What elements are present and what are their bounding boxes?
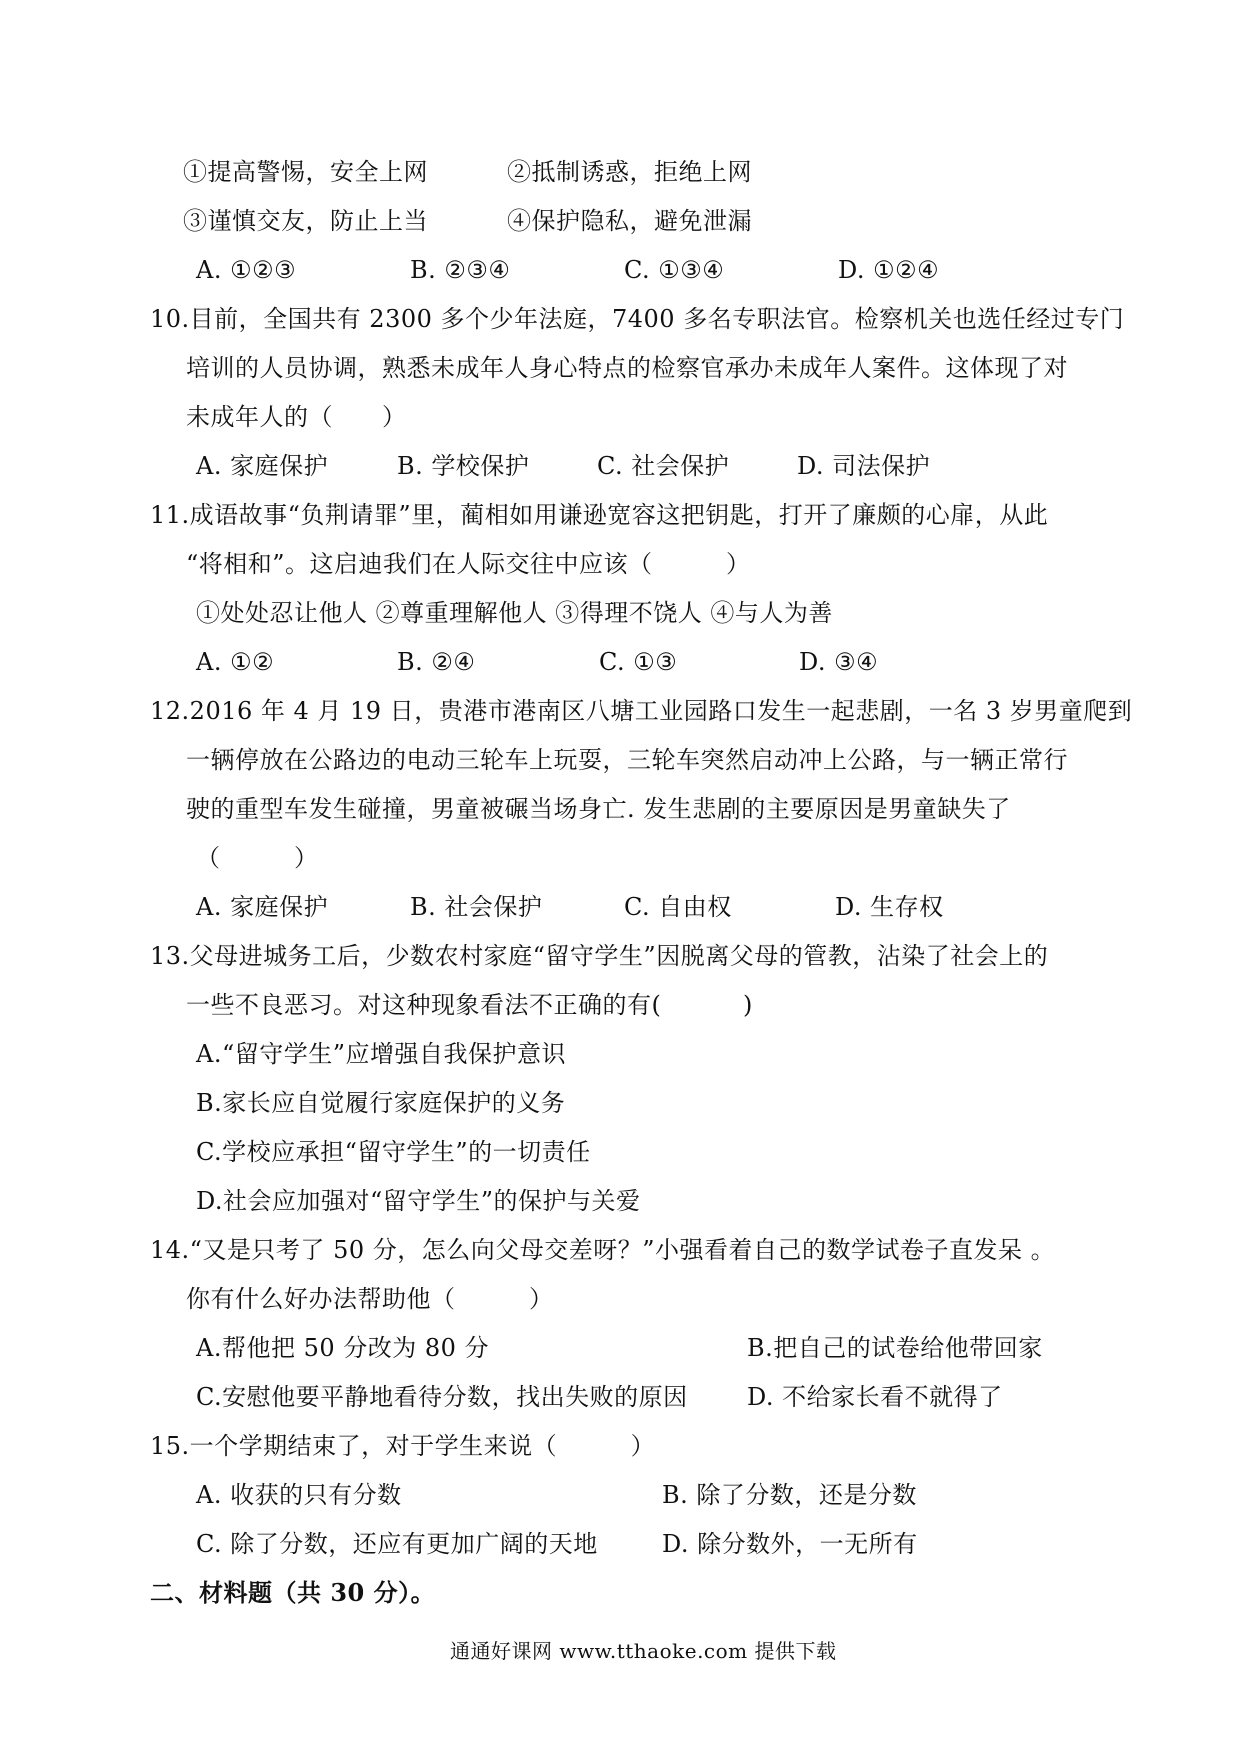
q9-option-b: B. ②③④ — [410, 256, 511, 284]
q12-text-line-1: 12.2016 年 4 月 19 日，贵港市港南区八塘工业园路口发生一起悲剧，一名 3 岁男童爬到 — [150, 697, 1133, 725]
q10-option-c: C. 社会保护 — [597, 452, 730, 480]
q13-option-a: A.“留守学生”应增强自我保护意识 — [196, 1040, 566, 1068]
q12-text-line-3: 驶的重型车发生碰撞，男童被碾当场身亡. 发生悲剧的主要原因是男童缺失了 — [186, 795, 1011, 823]
q13-option-d: D.社会应加强对“留守学生”的保护与关爱 — [196, 1187, 641, 1215]
q11-option-c: C. ①③ — [599, 648, 678, 676]
q11-statements: ①处处忍让他人 ②尊重理解他人 ③得理不饶人 ④与人为善 — [196, 599, 833, 627]
q9-option-d: D. ①②④ — [838, 256, 940, 284]
q14-option-c: C.安慰他要平静地看待分数，找出失败的原因 — [196, 1383, 688, 1411]
q9-statement-3: ③谨慎交友，防止上当 — [183, 207, 428, 235]
q13-text-line-1: 13.父母进城务工后，少数农村家庭“留守学生”因脱离父母的管教，沾染了社会上的 — [150, 942, 1049, 970]
q15-option-b: B. 除了分数，还是分数 — [662, 1481, 917, 1509]
q14-option-b: B.把自己的试卷给他带回家 — [747, 1334, 1043, 1362]
q12-text-line-2: 一辆停放在公路边的电动三轮车上玩耍，三轮车突然启动冲上公路，与一辆正常行 — [186, 746, 1068, 774]
page-footer: 通通好课网 www.tthaoke.com 提供下载 — [450, 1639, 837, 1663]
q9-statement-2: ②抵制诱惑，拒绝上网 — [507, 158, 752, 186]
q15-option-d: D. 除分数外，一无所有 — [662, 1530, 918, 1558]
q14-text-line-2: 你有什么好办法帮助他（ ） — [186, 1285, 554, 1313]
q11-option-d: D. ③④ — [799, 648, 879, 676]
q12-option-c: C. 自由权 — [624, 893, 732, 921]
q13-option-b: B.家长应自觉履行家庭保护的义务 — [196, 1089, 566, 1117]
section-2-heading: 二、材料题（共 30 分）。 — [150, 1578, 436, 1607]
q14-option-d: D. 不给家长看不就得了 — [747, 1383, 1003, 1411]
q11-option-a: A. ①② — [196, 648, 275, 676]
q9-option-a: A. ①②③ — [196, 256, 297, 284]
q11-text-line-2: “将相和”。这启迪我们在人际交往中应该（ ） — [186, 550, 751, 578]
q11-option-b: B. ②④ — [397, 648, 476, 676]
q14-text-line-1: 14.“又是只考了 50 分，怎么向父母交差呀？”小强看着自己的数学试卷子直发呆 。 — [150, 1236, 1056, 1264]
q9-statement-1: ①提高警惕，安全上网 — [183, 158, 428, 186]
q10-text-line-2: 培训的人员协调，熟悉未成年人身心特点的检察官承办未成年人案件。这体现了对 — [186, 354, 1068, 382]
q14-option-a: A.帮他把 50 分改为 80 分 — [196, 1334, 490, 1362]
q15-text-line-1: 15.一个学期结束了，对于学生来说（ ） — [150, 1432, 656, 1460]
q12-option-a: A. 家庭保护 — [196, 893, 329, 921]
q9-statement-4: ④保护隐私，避免泄漏 — [507, 207, 752, 235]
q10-option-a: A. 家庭保护 — [196, 452, 329, 480]
q15-option-a: A. 收获的只有分数 — [196, 1481, 402, 1509]
q10-option-d: D. 司法保护 — [797, 452, 931, 480]
q10-text-line-3: 未成年人的（ ） — [186, 403, 407, 431]
q10-option-b: B. 学校保护 — [397, 452, 530, 480]
q13-text-line-2: 一些不良恶习。对这种现象看法不正确的有( ) — [186, 991, 753, 1019]
q13-option-c: C.学校应承担“留守学生”的一切责任 — [196, 1138, 591, 1166]
q15-option-c: C. 除了分数，还应有更加广阔的天地 — [196, 1530, 598, 1558]
q12-text-line-4: （ ） — [196, 844, 319, 872]
q10-text-line-1: 10.目前，全国共有 2300 多个少年法庭，7400 多名专职法官。检察机关也选任经过专门 — [150, 305, 1125, 333]
q11-text-line-1: 11.成语故事“负荆请罪”里，蔺相如用谦逊宽容这把钥匙，打开了廉颇的心扉，从此 — [150, 501, 1049, 529]
q12-option-d: D. 生存权 — [835, 893, 944, 921]
q9-option-c: C. ①③④ — [624, 256, 725, 284]
q12-option-b: B. 社会保护 — [410, 893, 543, 921]
